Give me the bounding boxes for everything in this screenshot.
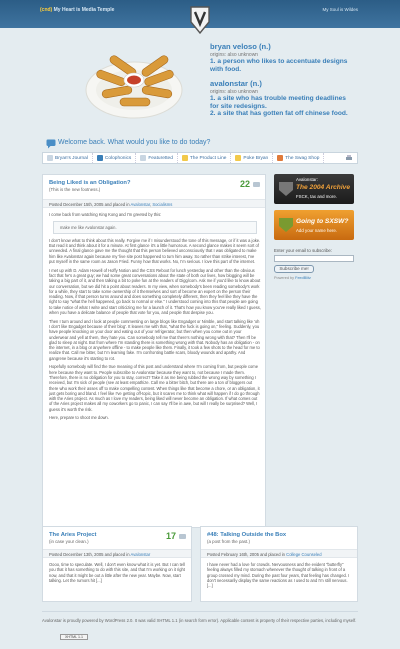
- post-meta-text: Posted February 16th, 2005 and placed in: [207, 552, 285, 557]
- tab-featuretted[interactable]: [136, 153, 178, 163]
- post-meta-text: Posted December 15th, 2005 and placed in: [49, 202, 130, 207]
- definition-term: avalonstar (n.): [210, 79, 262, 88]
- subscribe-button[interactable]: Subscribe me!: [274, 265, 314, 273]
- tab-product-line[interactable]: [178, 153, 232, 163]
- post-body: [49, 562, 187, 586]
- header-hero: [42, 40, 358, 132]
- footer: [42, 611, 358, 641]
- category-link[interactable]: Socialisms: [152, 202, 173, 207]
- avalonstar-logo[interactable]: [190, 6, 210, 34]
- banner-subtitle: Add your name here.: [296, 228, 338, 233]
- post-meta-text: Posted December 13th, 2005 and placed in: [49, 552, 130, 557]
- tab-label: The Product Line: [189, 155, 227, 161]
- sxsw-shield-icon: [278, 217, 294, 233]
- welcome-bar: [42, 138, 358, 150]
- post-paragraph: Here, prepare to shoot me down.: [49, 415, 109, 421]
- journal-icon: [47, 155, 53, 161]
- definition-origin: origins: also unknown: [210, 89, 259, 95]
- banner-subtitle: FSCK, tax and more.: [296, 194, 337, 199]
- post-body: [49, 212, 261, 424]
- archive-banner[interactable]: [274, 174, 354, 204]
- definition-line: 2. a site that has gotten fat off chinese food.: [210, 110, 348, 117]
- brand-name: My Heart is Media Temple: [53, 7, 115, 13]
- poke-icon: [235, 155, 241, 161]
- definitions: [210, 42, 360, 124]
- banner-kicker: Avalonstar:: [296, 177, 318, 182]
- post-excerpt: Oooo, time to speculate. Well, I don't even know what it is yet. But I can tell you that it has something to do with this site, and that I'm working on it right now, and that it might be out a little after the new year. Maybe. Now, start talking. Let the rumors hit [...]: [49, 562, 185, 583]
- post-paragraph: I come back from watching King Kong and I'm greeted by this:: [49, 212, 162, 217]
- definition-line: 1. a site who has trouble meeting deadlines: [210, 95, 346, 102]
- navigation-tabs: [42, 152, 358, 164]
- feedblitz-link[interactable]: FeedBlitz: [295, 276, 311, 280]
- brand-tag: (cnd): [40, 7, 53, 13]
- food-plate-image: [82, 48, 186, 122]
- tab-label: Bryan's Journal: [55, 155, 88, 161]
- feature-icon: [140, 155, 146, 161]
- definition-avalonstar: [210, 79, 360, 118]
- definition-line: for site redesigns.: [210, 102, 267, 110]
- tab-label: Featuretted: [148, 155, 173, 161]
- post-title[interactable]: The Aries Project: [49, 532, 97, 538]
- topbar-right-text[interactable]: My Soul is Wildes: [322, 7, 358, 12]
- post-meta: Posted December 15th, 2005 and placed in Avalonstar, Socialisms: [43, 199, 265, 208]
- post-being-liked: [42, 174, 266, 528]
- post-talking-outside-box: [200, 526, 358, 602]
- tab-swag-shop[interactable]: [273, 153, 324, 163]
- definition-bryan: [210, 42, 360, 73]
- post-paragraph: I don't know what to think about this really. Forgive me if I misunderstood the tone of this message, or if it was a joke. But read it and think about it for a minute. At first glance it's a little humorous. A second glance makes it seem sort of unneeded. A final glance gave me the thought that this person believed unconsciously that I was obligated to make him like Avalonstar again because my 'live site post happened to turn him away. So rather than strike interest, I've put myself in the same room as Jason Fried. Funny how that works. No, I'm serious. I love this part of the internet.: [49, 237, 261, 265]
- brand-text[interactable]: [40, 7, 114, 13]
- xhtml-badge[interactable]: XHTML 1.1: [60, 634, 88, 640]
- definition-line: 1. a person who likes to accentuate designs: [210, 58, 348, 65]
- archive-shield-icon: [278, 181, 294, 197]
- banner-title: The 2004 Archive: [296, 184, 350, 191]
- tab-colophonics[interactable]: [93, 153, 136, 163]
- definition-term: bryan veloso (n.): [210, 42, 271, 51]
- post-title[interactable]: Being Liked is an Obligation?: [49, 180, 131, 186]
- shop-icon: [277, 155, 283, 161]
- footer-text: Avalonstar is proudly powered by WordPress 2.0. It was valid XHTML 1.1 (in search form error). Applicable content is property of their respective parties, including myself.: [42, 618, 357, 623]
- post-excerpt: I have never had a love for crowds. Nervousness and the evident "butterfly" feeling always filled my stomach whenever the thought of talking in front of a group crossed my mind. During the past four years, that feeling has changed. I don't necessarily display the same reactions as I used to and I'm still nervous. [...]: [207, 562, 350, 589]
- tab-label: Colophonics: [104, 155, 132, 161]
- powered-by: [274, 276, 311, 280]
- post-title[interactable]: #48: Talking Outside the Box: [207, 532, 287, 538]
- colophon-icon: [97, 155, 103, 161]
- welcome-text: Welcome back. What would you like to do today?: [58, 139, 211, 146]
- speech-bubble-icon: [46, 139, 56, 149]
- comment-bubble-icon[interactable]: [253, 182, 260, 187]
- comment-count[interactable]: 22: [239, 179, 250, 189]
- category-link[interactable]: Avalonstar: [130, 202, 150, 207]
- post-paragraph: Then I turn around and I look at people commenting on large blogs like Engadget or Nimble, and start talking like 'oh I don't like Engadget because of their blog'. It leaves me with that, "what the fuck is going on," feeling. Suddenly, you have people knocking on your door and eating out of your refrigerator, but then when you come out in your underwear and yell at them, they hate you. Can somebody tell me that there's nothing wrong with that? Then I'll be glad to sleep at night. But from where I'm standing there is something wrong with that. Nobody has an obligation - on the internet, in a blog or anywhere offline - to make people like them. Finally, it took a few shots to the head for me to realize that. Call me bitter, but I'm learning fake. I'm confronting battle scars, bloody wounds and apathy. And gangrene because it's starting to rot.: [49, 318, 260, 361]
- comment-count[interactable]: 17: [165, 531, 176, 541]
- sxsw-banner[interactable]: [274, 210, 354, 240]
- post-subtitle: (a post from the past.): [207, 539, 250, 544]
- product-icon: [182, 155, 188, 161]
- post-aries-project: [42, 526, 192, 602]
- print-icon[interactable]: [345, 154, 353, 162]
- tab-bryans-journal[interactable]: [43, 153, 93, 163]
- category-link[interactable]: College Counseled: [286, 552, 322, 557]
- post-subtitle: (This is the new footness.): [49, 187, 101, 192]
- subscribe-label: Enter your email to subscribe:: [274, 248, 333, 253]
- post-body: [207, 562, 353, 592]
- banner-title: Going to SXSW?: [296, 218, 349, 225]
- post-subtitle: (in case your clean.): [49, 539, 89, 544]
- subscribe-email-input[interactable]: [274, 255, 354, 262]
- tab-label: Poke Bryan: [243, 155, 269, 161]
- post-meta: [43, 549, 191, 558]
- definition-origin: origins: also unknown: [210, 52, 259, 58]
- comment-bubble-icon[interactable]: [179, 534, 186, 539]
- category-link[interactable]: Avalonstar: [130, 552, 151, 557]
- tab-label: The Swag Shop: [285, 155, 320, 161]
- post-meta: [201, 549, 357, 558]
- definition-line: with food.: [210, 65, 242, 73]
- tab-poke-bryan[interactable]: [231, 153, 273, 163]
- blockquote: make me like Avalonstar again.: [53, 221, 257, 234]
- post-paragraph: Hopefully somebody will find the true meaning of this post and understand where I'm coming from, but people come here because they want to. People subscribe to Avalonstar because they want to, not because I made them. Therefore, there is no obligation for you to stay, correct? Take it as me being rubbed the wrong way by something I received, but I'm sick of people (see at least empathize. Call me a bitter bitch, but there are a ton of bloggers out there who work their asses off to make compelling content. When things like that become a chore, or an obligation, it just gets boring and bland. I feel like I've getting off-topic, but it scares me to think what will happen if I do go through with the Aries project. As much as I love my readers, being liked will never become an obligation. If what comes out of the Aries project makes all my coworkers go to panic, I can say I'll be in awe, but will I really be surprised? Well, I guess it's worth the risk.: [49, 364, 260, 412]
- post-paragraph: I met up with D. Adam Howell of Hoffy Notion and the CSS Reboot for lunch yesterday and other than the obvious fact that he's a great guy; we had some great conversations about the state of both our lives, how blogging will be taking a big part of it, and then talking a bit to poke fun at the readers of Digg/com. Ask me if you'd like to know about our conversation, but we did hit a point about readers. In my view, when somebody's been reading somebody's work for a while, they start to take some ownership of it themselves and sort of become an expert on the person their reading. Now, if that person turns around and does something completely different, then they feel like they have the right to say "what the hell happened, go back to normal or else." I understood coming into this that people are going to take notice of what I write and start criticizing me for a launch of it. That's how you know you've really liked I guess, when you have a delicate balance of people that vote for you, and people that despise you.: [49, 267, 261, 316]
- powered-prefix: Powered by: [274, 276, 295, 280]
